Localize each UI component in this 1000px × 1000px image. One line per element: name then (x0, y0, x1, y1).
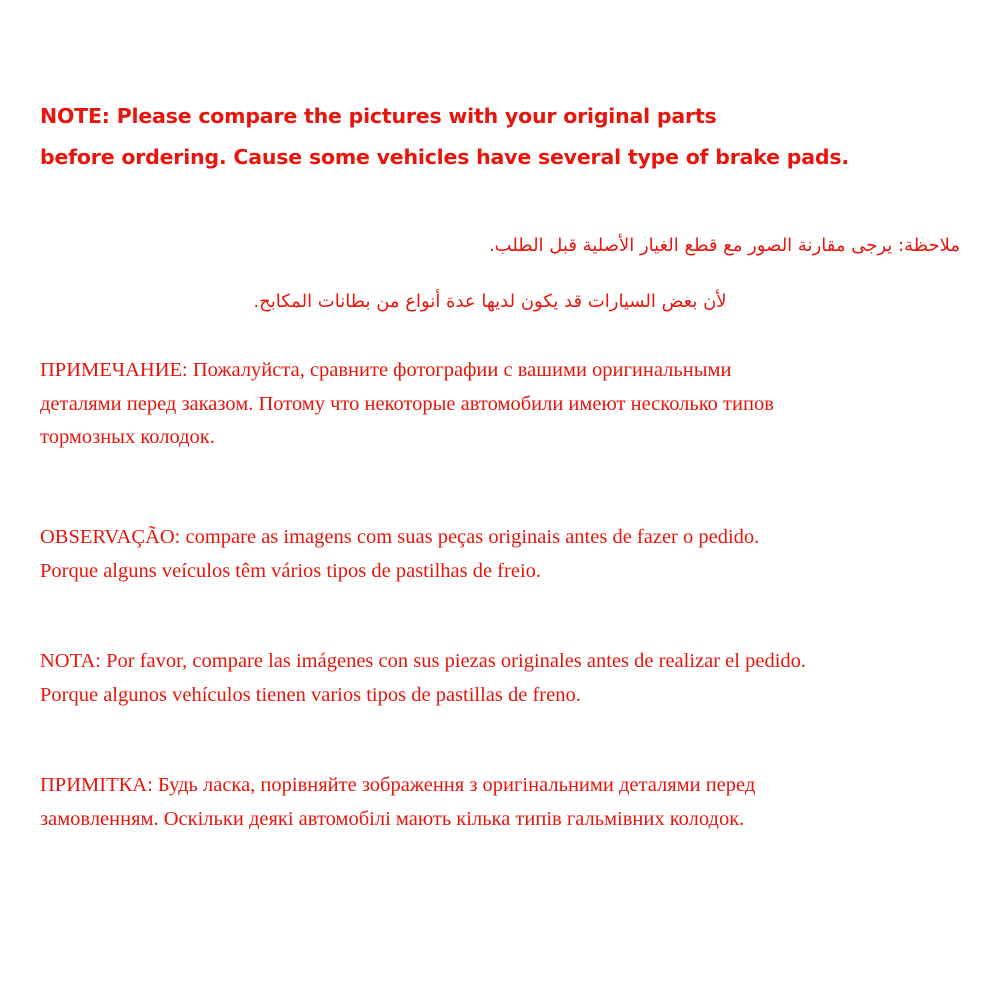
notice-russian-line-3: тормозных колодок. (40, 426, 215, 448)
notice-portuguese (0, 520, 1000, 588)
notice-ukrainian (0, 768, 1000, 836)
notice-russian-line-2: деталями перед заказом. Потому что некоторые автомобили имеют несколько типов (40, 392, 774, 415)
notice-spanish-line-2: Porque algunos vehículos tienen varios tipos de pastillas de freno. (40, 684, 581, 706)
notice-ukrainian-line-1: ПРИМІТКА: Будь ласка, порівняйте зображення з оригінальними деталями перед (40, 774, 756, 796)
notice-arabic (0, 218, 1000, 330)
notice-portuguese-line-2: Porque alguns veículos têm vários tipos de pastilhas de freio. (40, 560, 542, 582)
notice-russian (0, 354, 1000, 455)
notice-spanish (0, 644, 1000, 712)
notice-arabic-line-2: لأن بعض السيارات قد يكون لديها عدة أنواع من بطانات المكابح. (253, 291, 727, 312)
notice-portuguese-line-1: OBSERVAÇÃO: compare as imagens com suas peças originais antes de fazer o pedido. (40, 526, 760, 548)
notice-ukrainian-line-2: замовленням. Оскільки деякі автомобілі мають кілька типів гальмівних колодок. (40, 808, 745, 830)
notice-english-line-2: before ordering. Cause some vehicles have several type of brake pads. (40, 145, 849, 169)
notice-arabic-line-1: ملاحظة: يرجى مقارنة الصور مع قطع الغيار الأصلية قبل الطلب. (488, 235, 960, 256)
notice-english-line-1: NOTE: Please compare the pictures with your original parts (40, 104, 717, 128)
notice-english (0, 96, 1000, 178)
notice-spanish-line-1: NOTA: Por favor, compare las imágenes con sus piezas originales antes de realizar el pedido. (40, 650, 807, 672)
notice-russian-line-1: ПРИМЕЧАНИЕ: Пожалуйста, сравните фотографии с вашими оригинальными (40, 359, 732, 381)
